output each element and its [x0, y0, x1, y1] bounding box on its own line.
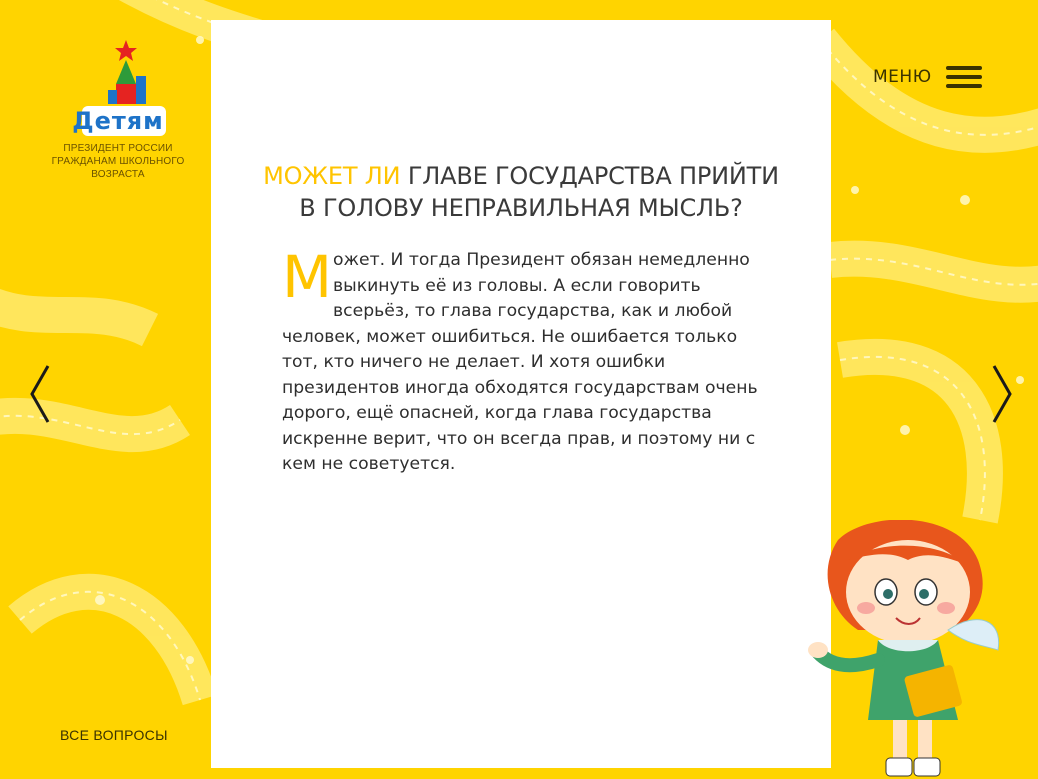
prev-question-button[interactable]	[28, 362, 52, 426]
logo[interactable]	[48, 36, 188, 181]
question-title-line2: В ГОЛОВУ НЕПРАВИЛЬНАЯ МЫСЛЬ?	[299, 194, 743, 222]
all-questions-link[interactable]: ВСЕ ВОПРОСЫ	[60, 727, 168, 743]
menu-label: МЕНЮ	[873, 67, 932, 87]
answer-text	[282, 243, 762, 478]
next-question-button[interactable]	[990, 362, 1014, 426]
hamburger-icon	[946, 66, 982, 88]
answer-body: ожет. И тогда Президент обязан немедленно выкинуть её из головы. А если говорить всерьёз, то глава государства, как и любой человек, может ошибиться. Не ошибается только тот, кто ничего не делает. И хотя ошибки президентов иногда обходятся государствам очень дорого, ещё опасней, когда глава государства искренне верит, что он всегда прав, и поэтому ни с кем не советуется.	[282, 250, 758, 474]
question-title	[211, 160, 831, 224]
logo-caption	[48, 142, 188, 181]
question-title-line1: ГЛАВЕ ГОСУДАРСТВА ПРИЙТИ	[400, 162, 779, 190]
logo-caption-line: ВОЗРАСТА	[91, 169, 145, 180]
logo-caption-line: ГРАЖДАНАМ ШКОЛЬНОГО	[51, 156, 185, 167]
logo-caption-line: ПРЕЗИДЕНТ РОССИИ	[63, 143, 173, 154]
chevron-left-icon	[32, 366, 48, 422]
chevron-right-icon	[994, 366, 1010, 422]
logo-wordmark: Детям	[72, 107, 164, 135]
girl-illustration	[808, 520, 1038, 779]
answer-dropcap: М	[282, 243, 333, 311]
menu-button[interactable]	[873, 66, 982, 88]
question-highlight: МОЖЕТ ЛИ	[263, 162, 401, 190]
question-card	[211, 20, 831, 768]
